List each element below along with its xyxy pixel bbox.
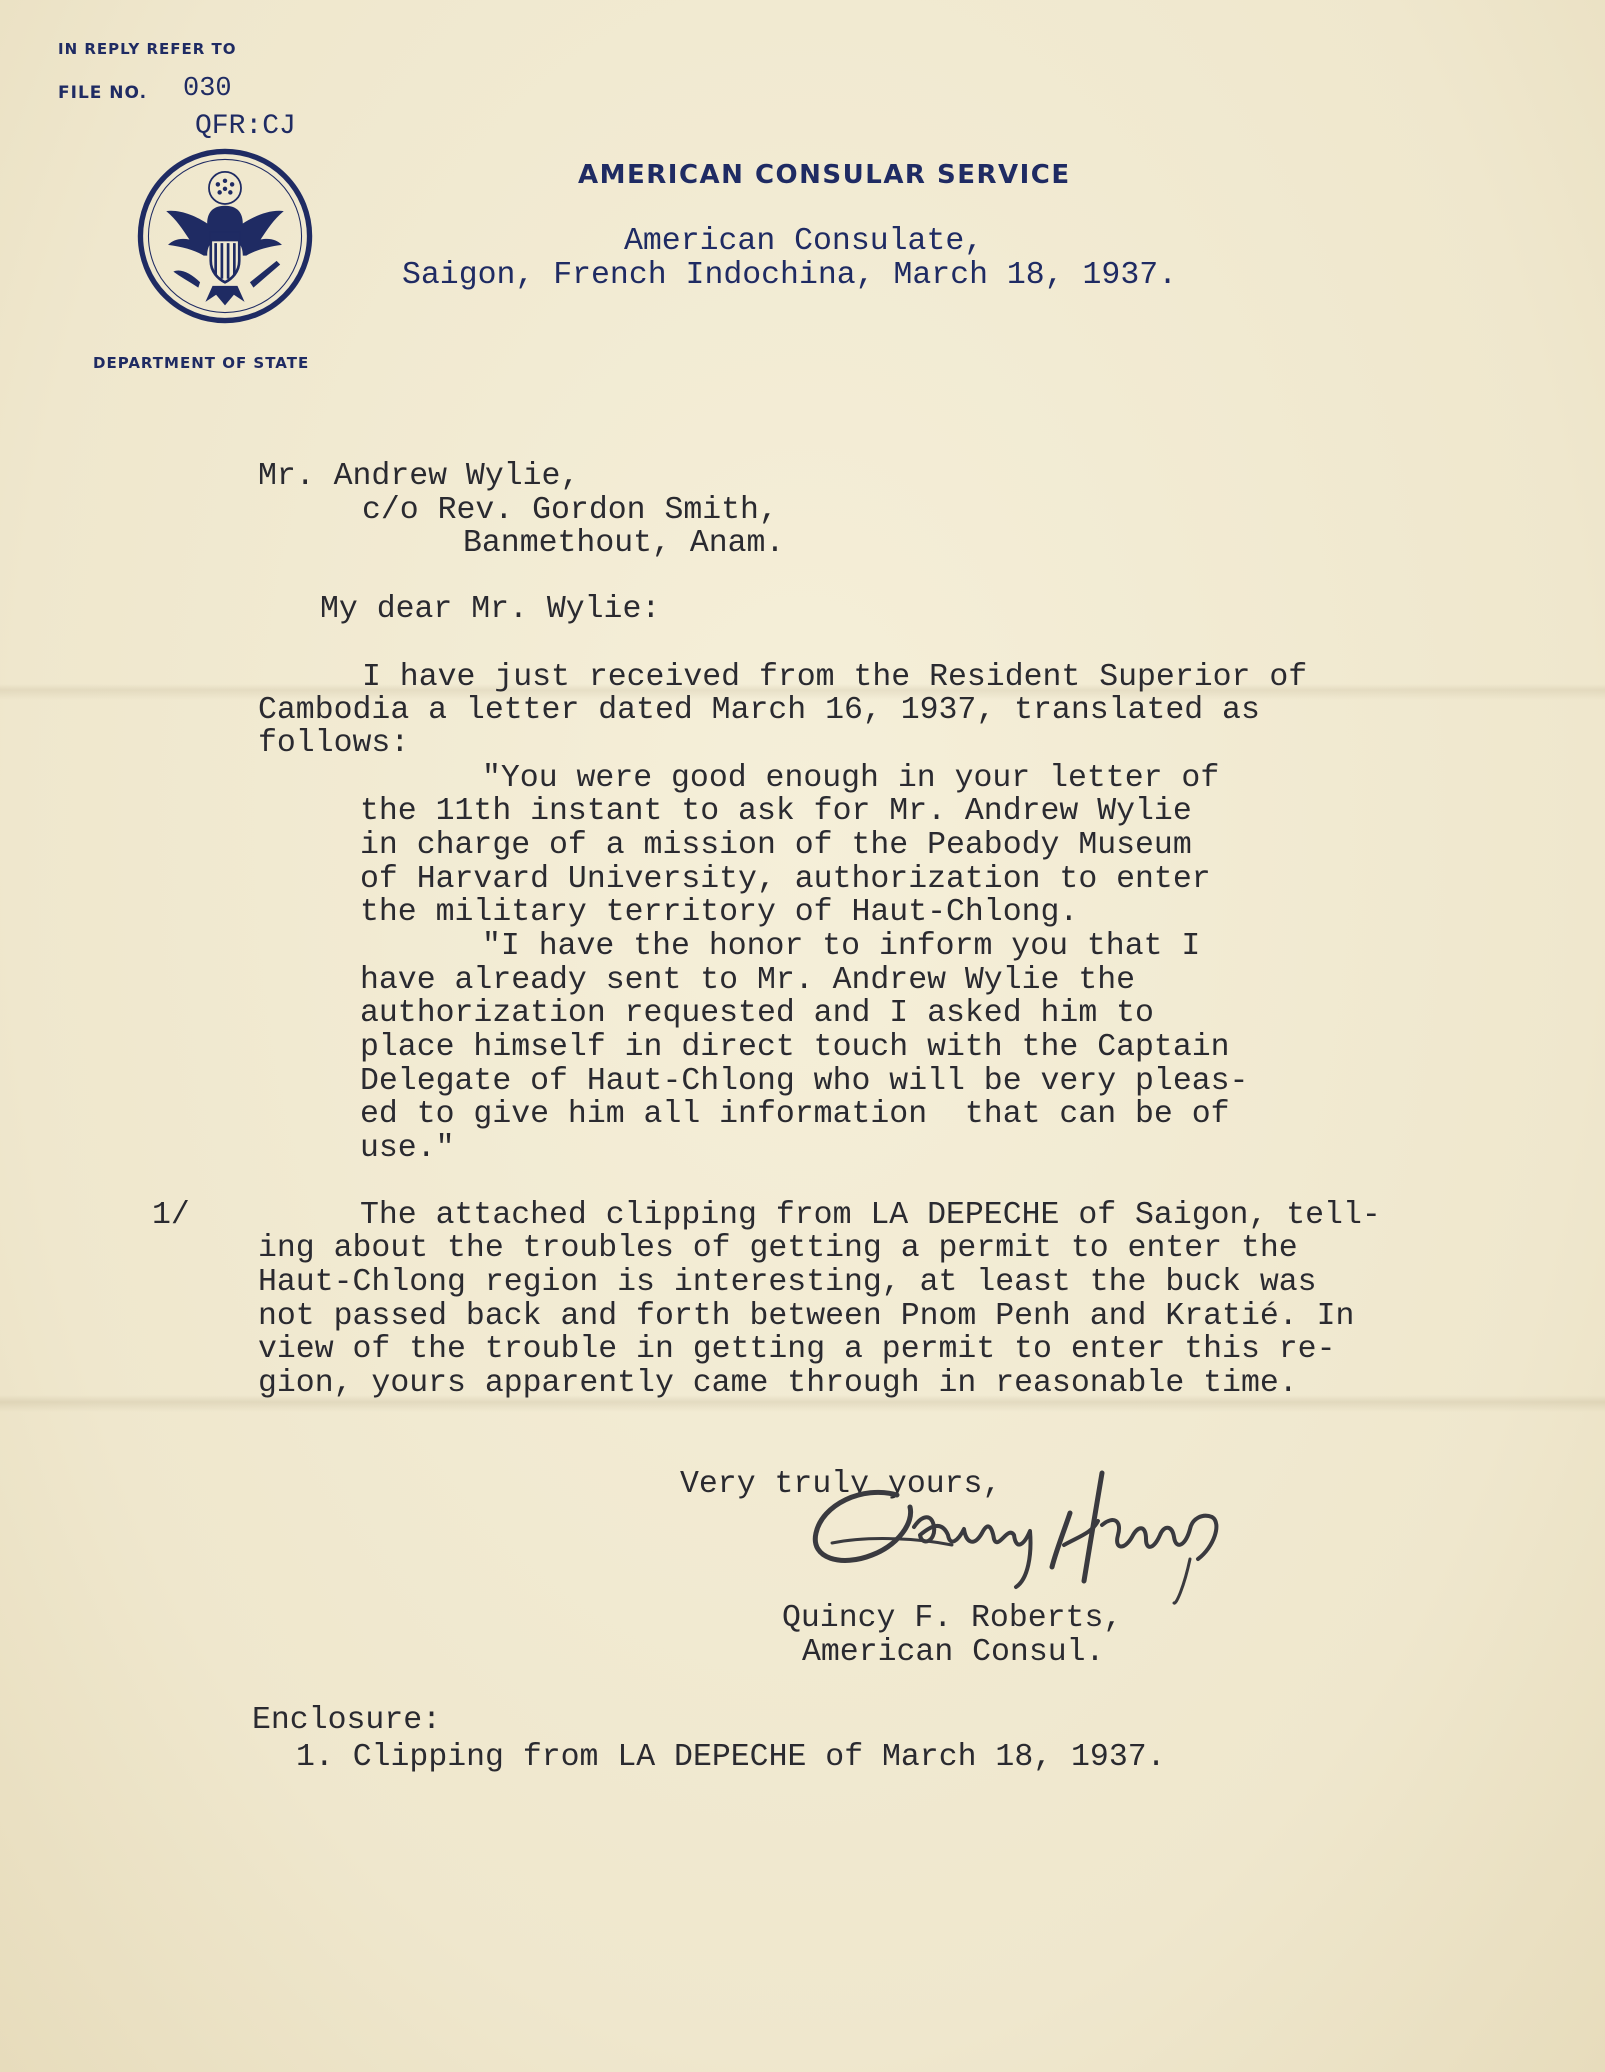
quote-line: authorization requested and I asked him to: [360, 996, 1154, 1031]
file-number-label: FILE NO.: [58, 83, 148, 103]
file-number: 030: [183, 74, 232, 104]
body-line: view of the trouble in getting a permit to enter this re-: [258, 1332, 1336, 1367]
addressee-name: Mr. Andrew Wylie,: [258, 459, 580, 494]
quote-line: the 11th instant to ask for Mr. Andrew Wylie: [360, 794, 1192, 829]
body-line: Haut-Chlong region is interesting, at least the buck was: [258, 1265, 1317, 1300]
addressee-place: Banmethout, Anam.: [463, 526, 785, 561]
quote-line: the military territory of Haut-Chlong.: [360, 895, 1079, 930]
quote-line: place himself in direct touch with the Captain: [360, 1030, 1230, 1065]
service-title: AMERICAN CONSULAR SERVICE: [578, 160, 1071, 190]
quote-line: of Harvard University, authorization to enter: [360, 862, 1211, 897]
valediction: Very truly yours,: [680, 1467, 1002, 1502]
quote-line: ed to give him all information that can be of: [360, 1097, 1230, 1132]
enclosure-label: Enclosure:: [252, 1703, 442, 1738]
body-line: The attached clipping from LA DEPECHE of Saigon, tell-: [360, 1198, 1381, 1233]
enclosure-item: 1. Clipping from LA DEPECHE of March 18, 1937.: [296, 1740, 1166, 1775]
body-line: ing about the troubles of getting a permit to enter the: [258, 1231, 1298, 1266]
body-line: Cambodia a letter dated March 16, 1937, translated as: [258, 693, 1260, 728]
quote-line: "You were good enough in your letter of: [482, 761, 1220, 796]
reply-refer-label: IN REPLY REFER TO: [58, 40, 237, 58]
body-line: I have just received from the Resident Superior of: [362, 660, 1308, 695]
quote-line: "I have the honor to inform you that I: [482, 929, 1201, 964]
quote-line: in charge of a mission of the Peabody Museum: [360, 828, 1192, 863]
quote-line: use.": [360, 1131, 455, 1166]
signer-name: Quincy F. Roberts,: [782, 1601, 1123, 1636]
handwritten-signature: [802, 1455, 1252, 1605]
reference-code: QFR:CJ: [195, 111, 296, 142]
quote-line: have already sent to Mr. Andrew Wylie the: [360, 963, 1136, 998]
body-line: follows:: [258, 726, 410, 761]
body-line: gion, yours apparently came through in reasonable time.: [258, 1366, 1298, 1401]
quote-line: Delegate of Haut-Chlong who will be very pleas-: [360, 1064, 1249, 1099]
dateline: Saigon, French Indochina, March 18, 1937.: [402, 258, 1178, 293]
consulate-line: American Consulate,: [624, 224, 984, 259]
great-seal-icon: [136, 147, 314, 325]
enclosure-marker: 1/: [152, 1198, 190, 1233]
body-line: not passed back and forth between Pnom Penh and Kratié. In: [258, 1299, 1355, 1334]
addressee-care-of: c/o Rev. Gordon Smith,: [362, 493, 778, 528]
salutation: My dear Mr. Wylie:: [320, 592, 661, 627]
department-label: DEPARTMENT OF STATE: [93, 354, 310, 372]
signer-title: American Consul.: [802, 1635, 1105, 1670]
